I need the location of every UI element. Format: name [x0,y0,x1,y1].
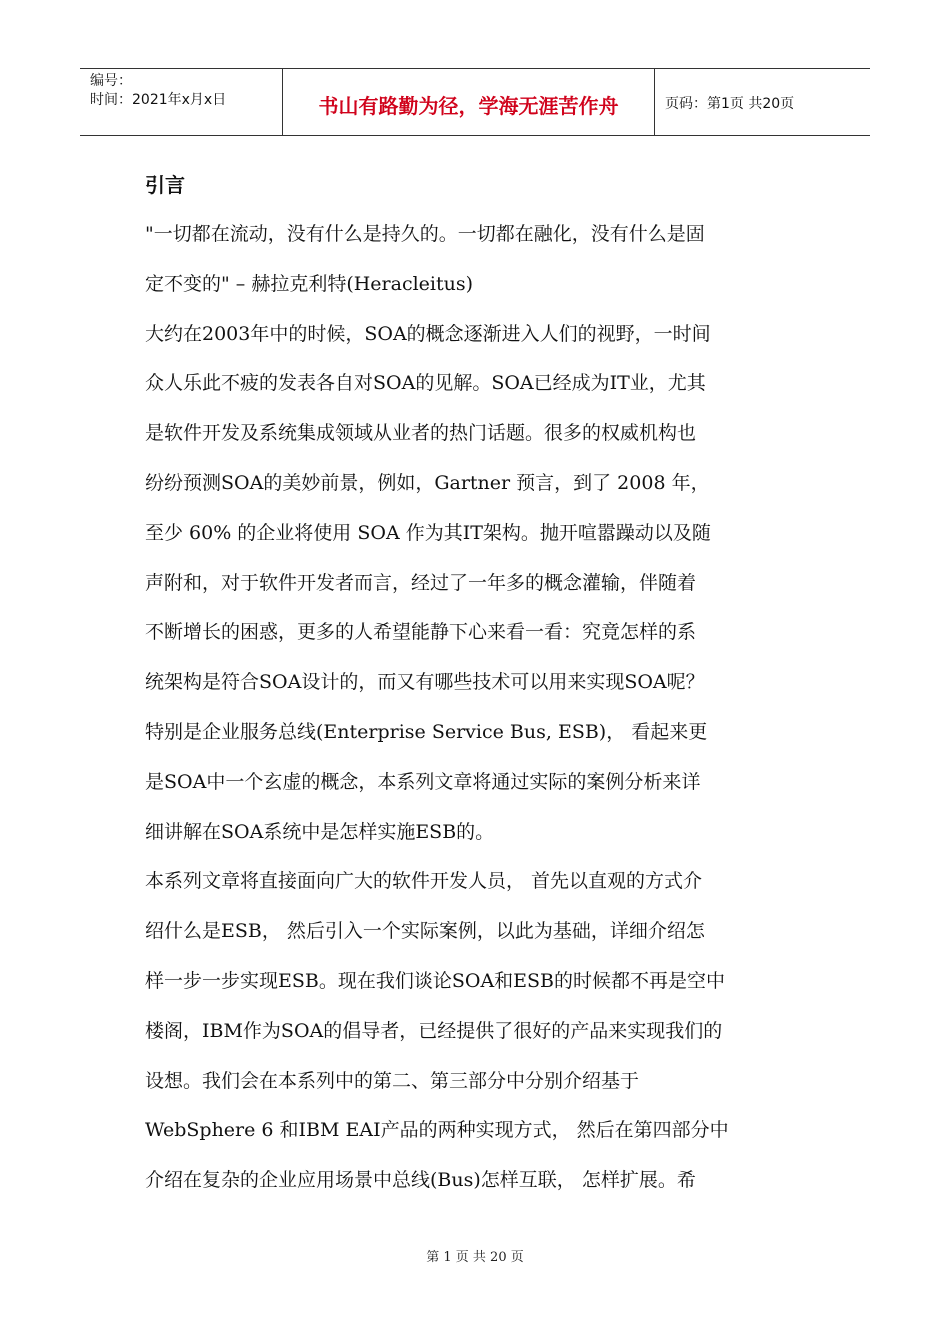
text-line: 纷纷预测SOA的美妙前景，例如，Gartner 预言，到了 2008 年， [145,471,710,494]
article-body [145,160,810,1206]
text-line: 样一步一步实现ESB。现在我们谈论SOA和ESB的时候都不再是空中 [145,969,726,992]
text-line: 定不变的" – 赫拉克利特(Heracleitus) [145,272,474,295]
header-motto: 书山有路勤为径，学海无涯苦作舟 [283,69,655,135]
text-line: 特别是企业服务总线(Enterprise Service Bus, ESB)， 看起来更 [145,720,708,743]
text-line: 本系列文章将直接面向广大的软件开发人员， 首先以直观的方式介 [145,870,703,893]
article-text [145,210,810,1206]
text-line: 统架构是符合SOA设计的，而又有哪些技术可以用来实现SOA呢？ [145,671,705,694]
serial-number-label: 编号： [90,73,132,89]
text-line: 不断增长的困惑，更多的人希望能静下心来看一看：究竟怎样的系 [145,621,697,644]
date-label: 时间：2021年x月x日 [90,92,227,108]
section-heading: 引言 [145,173,185,197]
header-page-info: 页码：第1页 共20页 [665,96,795,112]
header-meta-cell [80,69,283,135]
text-line: 细讲解在SOA系统中是怎样实施ESB的。 [145,820,495,843]
text-line: 绍什么是ESB， 然后引入一个实际案例，以此为基础，详细介绍怎 [145,920,705,943]
text-line: 大约在2003年中的时候，SOA的概念逐渐进入人们的视野，一时间 [145,322,711,345]
text-line: 是软件开发及系统集成领域从业者的热门话题。很多的权威机构也 [145,422,697,445]
document-header [80,68,870,136]
text-line: WebSphere 6 和IBM EAI产品的两种实现方式， 然后在第四部分中 [145,1119,729,1142]
text-line: 众人乐此不疲的发表各自对SOA的见解。SOA已经成为IT业，尤其 [145,372,706,395]
text-line: 介绍在复杂的企业应用场景中总线(Bus)怎样互联， 怎样扩展。希 [145,1169,696,1192]
text-line: 是SOA中一个玄虚的概念，本系列文章将通过实际的案例分析来详 [145,770,701,793]
text-line: 楼阁，IBM作为SOA的倡导者，已经提供了很好的产品来实现我们的 [145,1019,723,1042]
text-line: 设想。我们会在本系列中的第二、第三部分中分别介绍基于 [145,1069,640,1092]
text-line: "一切都在流动，没有什么是持久的。一切都在融化，没有什么是固 [145,223,705,245]
text-line: 声附和，对于软件开发者而言，经过了一年多的概念灌输，伴随着 [145,571,697,594]
text-line: 至少 60% 的企业将使用 SOA 作为其IT架构。抛开喧嚣躁动以及随 [145,521,711,544]
page-footer: 第 1 页 共 20 页 [426,1250,524,1265]
